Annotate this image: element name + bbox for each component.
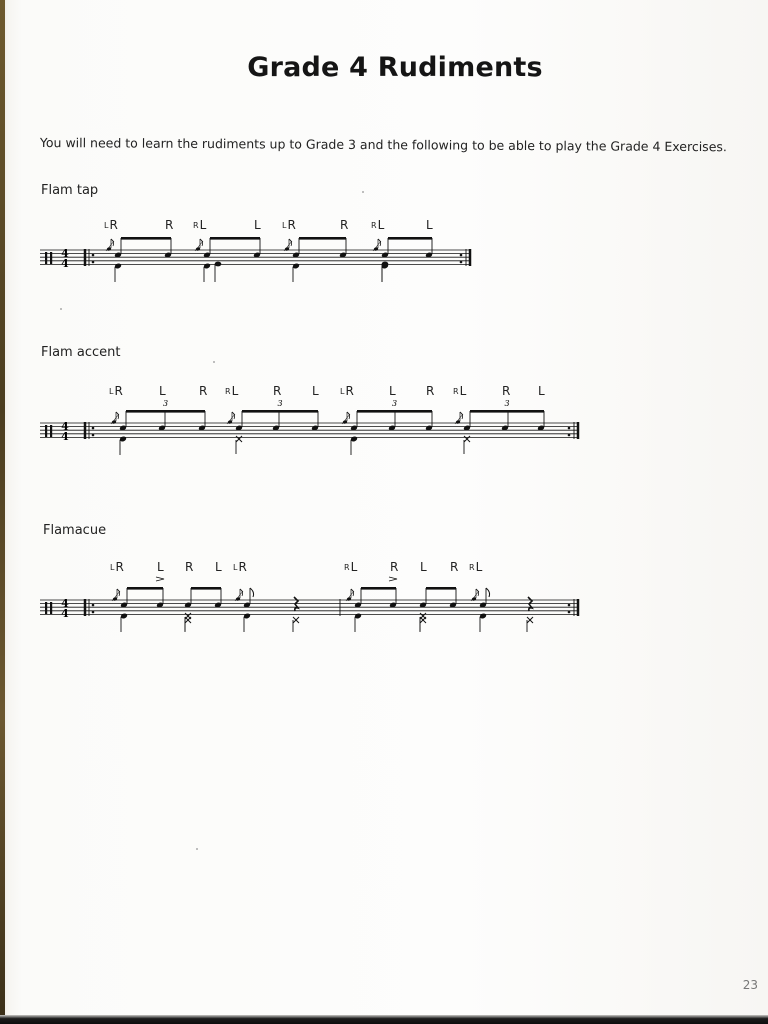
beam bbox=[426, 587, 456, 590]
sticking-main-letter: R bbox=[426, 384, 435, 398]
beam bbox=[357, 410, 432, 413]
quarter-rest bbox=[294, 597, 298, 611]
rudiment-label-flam-accent: Flam accent bbox=[41, 345, 121, 360]
time-signature-bottom: 4 bbox=[61, 257, 69, 270]
time-signature-top: 4 bbox=[61, 597, 69, 610]
repeat-dot bbox=[92, 427, 95, 430]
sticking-main-letter: L bbox=[538, 384, 545, 398]
repeat-dot bbox=[92, 604, 95, 607]
rudiment-label-flam-tap: Flam tap bbox=[41, 183, 99, 198]
bass-notehead bbox=[382, 262, 389, 267]
grace-flag bbox=[351, 589, 354, 596]
sticking-main-letter: L bbox=[231, 384, 239, 398]
note-flag bbox=[486, 588, 490, 597]
sticking-main-letter: R bbox=[165, 218, 174, 232]
beam bbox=[242, 410, 318, 413]
sticking-main-letter: L bbox=[475, 560, 483, 574]
repeat-dot bbox=[92, 254, 95, 257]
grace-flag bbox=[200, 239, 203, 246]
quarter-rest bbox=[528, 597, 532, 611]
sticking-main-letter: R bbox=[340, 218, 349, 232]
repeat-dot bbox=[568, 427, 571, 430]
time-signature-top: 4 bbox=[61, 247, 69, 260]
sticking-main-letter: R bbox=[238, 560, 247, 574]
percussion-clef bbox=[50, 252, 52, 264]
sticking-grace-letter: L bbox=[340, 387, 345, 396]
grace-flag bbox=[111, 239, 114, 246]
sticking-main-letter: L bbox=[426, 218, 433, 232]
sticking-grace-letter: L bbox=[282, 221, 287, 230]
sticking-main-letter: R bbox=[345, 384, 354, 398]
grace-flag bbox=[460, 412, 463, 419]
sticking-main-letter: R bbox=[114, 384, 123, 398]
paper-speck bbox=[196, 848, 198, 850]
beam bbox=[388, 237, 432, 240]
percussion-clef bbox=[45, 425, 47, 437]
note-flag bbox=[250, 588, 254, 597]
sticking-main-letter: L bbox=[377, 218, 385, 232]
percussion-clef bbox=[50, 425, 52, 437]
repeat-dot bbox=[92, 611, 95, 614]
paper-speck bbox=[362, 191, 364, 193]
sticking-main-letter: L bbox=[389, 384, 396, 398]
paper-speck bbox=[213, 361, 215, 363]
sticking-main-letter: R bbox=[199, 384, 208, 398]
percussion-clef bbox=[45, 602, 47, 614]
sticking-main-letter: L bbox=[312, 384, 319, 398]
beam bbox=[299, 237, 346, 240]
sticking-main-letter: L bbox=[254, 218, 261, 232]
sticking-main-letter: L bbox=[459, 384, 467, 398]
grace-flag bbox=[240, 589, 243, 596]
tuplet-number: 3 bbox=[391, 399, 398, 408]
sticking-grace-letter: R bbox=[193, 221, 199, 230]
sticking-main-letter: L bbox=[159, 384, 166, 398]
sticking-main-letter: L bbox=[215, 560, 222, 574]
grace-flag bbox=[347, 412, 350, 419]
beam bbox=[126, 410, 205, 413]
sticking-main-letter: R bbox=[115, 560, 124, 574]
sticking-main-letter: L bbox=[157, 560, 164, 574]
beam bbox=[361, 587, 396, 590]
sticking-grace-letter: R bbox=[225, 387, 231, 396]
time-signature-top: 4 bbox=[61, 420, 69, 433]
repeat-dot bbox=[568, 611, 571, 614]
sticking-grace-letter: R bbox=[453, 387, 459, 396]
accent-mark bbox=[389, 577, 397, 581]
beam bbox=[470, 410, 544, 413]
repeat-dot bbox=[92, 261, 95, 264]
grace-flag bbox=[378, 239, 381, 246]
sticking-grace-letter: R bbox=[371, 221, 377, 230]
intro-text: You will need to learn the rudiments up to Grade 3 and the following to be able to play the Grade 4 Exercises. bbox=[39, 135, 727, 155]
tuplet-number: 3 bbox=[504, 399, 510, 408]
grace-flag bbox=[116, 412, 119, 419]
sticking-grace-letter: L bbox=[233, 563, 238, 572]
repeat-dot bbox=[92, 434, 95, 437]
grace-flag bbox=[289, 239, 292, 246]
sticking-grace-letter: R bbox=[344, 563, 350, 572]
sticking-main-letter: R bbox=[450, 560, 459, 574]
sticking-grace-letter: L bbox=[104, 221, 109, 230]
sticking-grace-letter: L bbox=[110, 563, 115, 572]
sticking-main-letter: R bbox=[390, 560, 399, 574]
sticking-grace-letter: R bbox=[469, 563, 475, 572]
sticking-main-letter: R bbox=[185, 560, 194, 574]
paper-speck bbox=[60, 308, 62, 310]
repeat-dot bbox=[460, 261, 463, 264]
rudiment-label-flamacue: Flamacue bbox=[43, 523, 107, 538]
repeat-dot bbox=[568, 434, 571, 437]
accent-mark bbox=[156, 577, 164, 581]
sticking-main-letter: L bbox=[199, 218, 207, 232]
sticking-main-letter: L bbox=[350, 560, 358, 574]
sticking-main-letter: R bbox=[109, 218, 118, 232]
page-title: Grade 4 Rudiments bbox=[247, 52, 543, 83]
time-signature-bottom: 4 bbox=[61, 607, 69, 620]
beam bbox=[121, 237, 171, 240]
sticking-main-letter: R bbox=[273, 384, 282, 398]
grace-flag bbox=[232, 412, 235, 419]
repeat-dot bbox=[460, 254, 463, 257]
grace-flag bbox=[476, 589, 479, 596]
percussion-clef bbox=[45, 252, 47, 264]
percussion-clef bbox=[50, 602, 52, 614]
beam bbox=[127, 587, 163, 590]
beam bbox=[191, 587, 221, 590]
repeat-dot bbox=[568, 604, 571, 607]
sticking-main-letter: L bbox=[420, 560, 427, 574]
beam bbox=[210, 237, 260, 240]
bass-notehead bbox=[215, 262, 222, 267]
time-signature-bottom: 4 bbox=[61, 430, 69, 443]
page-number: 23 bbox=[742, 978, 758, 992]
sticking-main-letter: R bbox=[287, 218, 296, 232]
sticking-main-letter: R bbox=[502, 384, 511, 398]
grace-flag bbox=[117, 589, 120, 596]
tuplet-number: 3 bbox=[277, 399, 283, 408]
tuplet-number: 3 bbox=[162, 399, 169, 408]
sticking-grace-letter: L bbox=[109, 387, 114, 396]
